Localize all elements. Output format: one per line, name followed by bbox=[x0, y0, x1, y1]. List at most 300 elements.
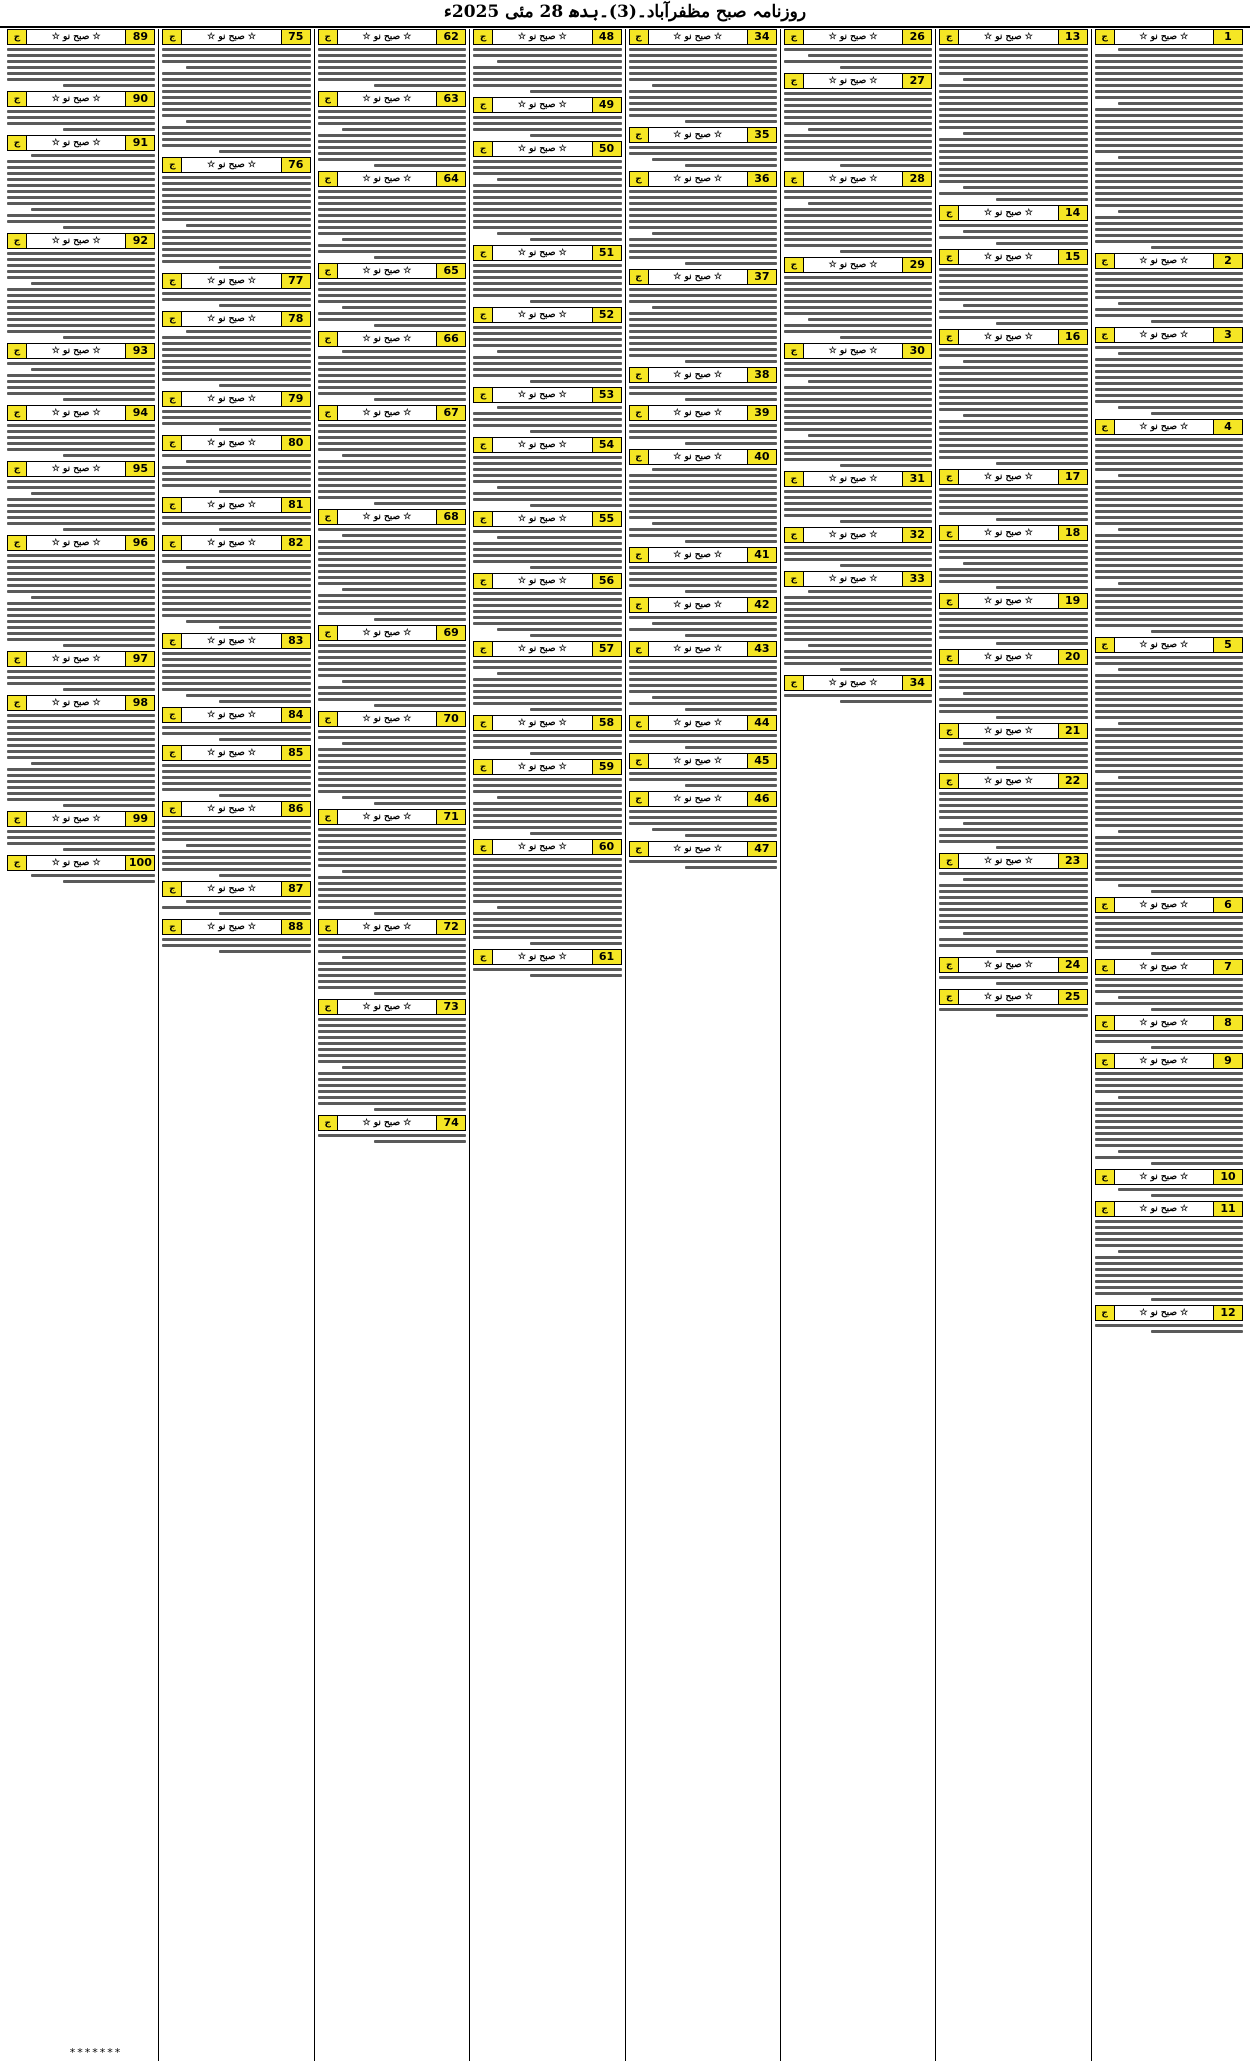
text-line bbox=[473, 356, 621, 359]
ad-text-block bbox=[1095, 47, 1243, 250]
text-line bbox=[473, 924, 621, 927]
ad-text-block bbox=[784, 361, 932, 468]
ad-column bbox=[780, 29, 935, 2061]
ad-text-block bbox=[7, 669, 155, 692]
ad-text-block bbox=[1095, 345, 1243, 416]
classified-ad bbox=[7, 651, 155, 692]
ad-text-block bbox=[7, 479, 155, 532]
text-line bbox=[996, 642, 1088, 645]
text-line bbox=[1095, 984, 1243, 987]
text-line bbox=[1095, 186, 1243, 189]
ad-brand-label: ☆ صبح نو ☆ bbox=[517, 842, 567, 852]
ad-header-bar bbox=[473, 715, 621, 731]
ad-header-bar bbox=[939, 329, 1087, 345]
text-line bbox=[7, 172, 155, 175]
text-line bbox=[939, 926, 1087, 929]
ad-number: 42 bbox=[747, 598, 776, 612]
text-line bbox=[1095, 1256, 1243, 1259]
text-line bbox=[808, 590, 933, 593]
ad-text-block bbox=[1095, 1323, 1243, 1334]
text-line bbox=[162, 868, 310, 871]
text-line bbox=[342, 680, 467, 683]
ad-badge: ج bbox=[8, 462, 27, 476]
text-line bbox=[629, 430, 777, 433]
ad-brand-label: ☆ صبح نو ☆ bbox=[362, 32, 412, 42]
text-line bbox=[318, 828, 466, 831]
ad-brand-label: ☆ صبح نو ☆ bbox=[517, 32, 567, 42]
text-line bbox=[784, 208, 932, 211]
text-line bbox=[939, 450, 1087, 453]
text-line bbox=[318, 392, 466, 395]
text-line bbox=[473, 864, 621, 867]
text-line bbox=[219, 874, 311, 877]
ad-text-block bbox=[939, 267, 1087, 326]
text-line bbox=[219, 304, 311, 307]
text-line bbox=[342, 454, 467, 457]
text-line bbox=[7, 744, 155, 747]
text-line bbox=[63, 336, 155, 339]
text-line bbox=[1118, 210, 1243, 213]
ad-badge: ج bbox=[8, 812, 27, 826]
ad-header-bar bbox=[473, 245, 621, 261]
ad-header-bar bbox=[784, 29, 932, 45]
ad-number: 22 bbox=[1058, 774, 1087, 788]
classified-ad bbox=[473, 245, 621, 304]
ad-brand-label: ☆ صبح نو ☆ bbox=[984, 596, 1033, 606]
text-line bbox=[1095, 240, 1243, 243]
ad-text-block bbox=[162, 553, 310, 630]
text-line bbox=[318, 736, 466, 739]
ad-badge: ج bbox=[8, 344, 27, 358]
text-line bbox=[473, 666, 621, 669]
ad-brand-label: ☆ صبح نو ☆ bbox=[984, 208, 1033, 218]
text-line bbox=[473, 160, 621, 163]
ad-header-bar bbox=[7, 135, 155, 151]
classified-ad bbox=[7, 855, 155, 884]
text-line bbox=[318, 208, 466, 211]
ad-text-block bbox=[318, 281, 466, 328]
ad-badge: ج bbox=[163, 274, 182, 288]
text-line bbox=[219, 700, 311, 703]
text-line bbox=[629, 152, 777, 155]
text-line bbox=[473, 468, 621, 471]
text-line bbox=[629, 572, 777, 575]
text-line bbox=[1118, 406, 1243, 409]
text-line bbox=[1095, 836, 1243, 839]
text-line bbox=[63, 398, 155, 401]
text-line bbox=[318, 472, 466, 475]
text-line bbox=[1095, 618, 1243, 621]
text-line bbox=[7, 270, 155, 273]
text-line bbox=[473, 734, 621, 737]
ad-brand-label: ☆ صبح نو ☆ bbox=[828, 260, 878, 270]
ad-header-bar bbox=[318, 809, 466, 825]
text-line bbox=[1095, 278, 1243, 281]
ad-number: 77 bbox=[281, 274, 310, 288]
classified-ad bbox=[1095, 29, 1243, 250]
text-line bbox=[318, 582, 466, 585]
text-line bbox=[318, 1042, 466, 1045]
ad-text-block bbox=[318, 189, 466, 260]
text-line bbox=[318, 380, 466, 383]
ad-header-bar bbox=[784, 675, 932, 691]
ad-brand-label: ☆ صبح نو ☆ bbox=[984, 992, 1033, 1002]
text-line bbox=[1095, 234, 1243, 237]
text-line bbox=[473, 264, 621, 267]
ad-header-bar bbox=[629, 597, 777, 613]
text-line bbox=[473, 900, 621, 903]
text-line bbox=[1118, 1150, 1243, 1153]
classified-ad bbox=[318, 711, 466, 806]
ad-brand-label: ☆ صبح نو ☆ bbox=[673, 644, 723, 654]
text-line bbox=[784, 410, 932, 413]
text-line bbox=[629, 342, 777, 345]
text-line bbox=[318, 546, 466, 549]
text-line bbox=[31, 208, 156, 211]
classified-ad bbox=[473, 29, 621, 94]
text-line bbox=[473, 918, 621, 921]
text-line bbox=[318, 864, 466, 867]
ad-text-block bbox=[629, 385, 777, 402]
ad-header-bar bbox=[1095, 1015, 1243, 1031]
ad-text-block bbox=[473, 857, 621, 946]
text-line bbox=[996, 198, 1088, 201]
text-line bbox=[1095, 216, 1243, 219]
text-line bbox=[318, 974, 466, 977]
ad-badge: ج bbox=[1096, 638, 1115, 652]
text-line bbox=[629, 146, 777, 149]
ad-number: 1 bbox=[1213, 30, 1242, 44]
ad-text-block bbox=[629, 565, 777, 594]
ad-badge: ج bbox=[319, 406, 338, 420]
ad-badge: ج bbox=[1096, 960, 1115, 974]
ad-badge: ج bbox=[8, 136, 27, 150]
text-line bbox=[685, 784, 777, 787]
classified-ad bbox=[318, 999, 466, 1112]
text-line bbox=[939, 432, 1087, 435]
ad-header-bar bbox=[162, 391, 310, 407]
text-line bbox=[7, 116, 155, 119]
text-line bbox=[7, 578, 155, 581]
text-line bbox=[473, 622, 621, 625]
classified-ad bbox=[629, 405, 777, 446]
text-line bbox=[1095, 990, 1243, 993]
text-line bbox=[939, 456, 1087, 459]
classified-ad bbox=[939, 723, 1087, 770]
classified-ad bbox=[1095, 1201, 1243, 1302]
text-line bbox=[162, 366, 310, 369]
text-line bbox=[1095, 174, 1243, 177]
ad-column bbox=[469, 29, 624, 2061]
classified-ad bbox=[629, 753, 777, 788]
text-line bbox=[629, 196, 777, 199]
text-line bbox=[318, 938, 466, 941]
classified-ad bbox=[162, 633, 310, 704]
text-line bbox=[939, 396, 1087, 399]
ad-column bbox=[158, 29, 313, 2061]
text-line bbox=[939, 420, 1087, 423]
text-line bbox=[939, 286, 1087, 289]
text-line bbox=[318, 226, 466, 229]
ad-header-bar bbox=[939, 773, 1087, 789]
text-line bbox=[7, 732, 155, 735]
text-line bbox=[939, 500, 1087, 503]
text-line bbox=[1095, 168, 1243, 171]
text-line bbox=[629, 244, 777, 247]
ad-brand-label: ☆ صبح نو ☆ bbox=[828, 474, 878, 484]
text-line bbox=[939, 574, 1087, 577]
text-line bbox=[318, 778, 466, 781]
text-line bbox=[1095, 150, 1243, 153]
ad-number: 44 bbox=[747, 716, 776, 730]
ad-header-bar bbox=[473, 573, 621, 589]
text-line bbox=[629, 102, 777, 105]
text-line bbox=[939, 710, 1087, 713]
text-line bbox=[318, 692, 466, 695]
ad-badge: ج bbox=[8, 234, 27, 248]
text-line bbox=[996, 766, 1088, 769]
ad-header-bar bbox=[473, 641, 621, 657]
text-line bbox=[7, 738, 155, 741]
ad-header-bar bbox=[7, 461, 155, 477]
ad-header-bar bbox=[7, 695, 155, 711]
text-line bbox=[530, 708, 622, 711]
text-line bbox=[1095, 1102, 1243, 1105]
text-line bbox=[963, 562, 1088, 565]
text-line bbox=[784, 650, 932, 653]
ad-brand-label: ☆ صبح نو ☆ bbox=[828, 76, 878, 86]
text-line bbox=[7, 436, 155, 439]
text-line bbox=[162, 454, 310, 457]
classified-ad bbox=[318, 405, 466, 506]
text-line bbox=[530, 504, 622, 507]
text-line bbox=[784, 362, 932, 365]
text-line bbox=[473, 122, 621, 125]
ad-brand-label: ☆ صبح نو ☆ bbox=[984, 776, 1033, 786]
text-line bbox=[840, 464, 932, 467]
ad-badge: ج bbox=[474, 950, 493, 964]
ad-header-bar bbox=[162, 633, 310, 649]
text-line bbox=[1095, 698, 1243, 701]
text-line bbox=[318, 116, 466, 119]
text-line bbox=[342, 306, 467, 309]
text-line bbox=[784, 404, 932, 407]
text-line bbox=[939, 438, 1087, 441]
classified-ad bbox=[473, 97, 621, 138]
ad-badge: ج bbox=[940, 330, 959, 344]
text-line bbox=[374, 1108, 466, 1111]
text-line bbox=[629, 114, 777, 117]
ad-brand-label: ☆ صبح نو ☆ bbox=[362, 812, 412, 822]
text-line bbox=[939, 54, 1087, 57]
text-line bbox=[318, 1036, 466, 1039]
ad-number: 45 bbox=[747, 754, 776, 768]
text-line bbox=[629, 96, 777, 99]
text-line bbox=[318, 1018, 466, 1021]
ad-text-block bbox=[629, 615, 777, 638]
text-line bbox=[318, 968, 466, 971]
text-line bbox=[685, 634, 777, 637]
text-line bbox=[1151, 1298, 1243, 1301]
classified-ad bbox=[7, 811, 155, 852]
classified-ad bbox=[939, 525, 1087, 590]
ad-badge: ج bbox=[785, 344, 804, 358]
text-line bbox=[784, 312, 932, 315]
text-line bbox=[963, 692, 1088, 695]
text-line bbox=[939, 444, 1087, 447]
text-line bbox=[7, 220, 155, 223]
text-line bbox=[374, 992, 466, 995]
ad-header-bar bbox=[162, 881, 310, 897]
text-line bbox=[629, 566, 777, 569]
text-line bbox=[162, 682, 310, 685]
text-line bbox=[473, 888, 621, 891]
text-line bbox=[7, 374, 155, 377]
ad-header-bar bbox=[7, 91, 155, 107]
text-line bbox=[1095, 516, 1243, 519]
ad-header-bar bbox=[162, 29, 310, 45]
text-line bbox=[629, 492, 777, 495]
text-line bbox=[629, 578, 777, 581]
classified-ad bbox=[162, 745, 310, 798]
text-line bbox=[1095, 162, 1243, 165]
text-line bbox=[1151, 1330, 1243, 1333]
text-line bbox=[318, 606, 466, 609]
ad-number: 50 bbox=[592, 142, 621, 156]
text-line bbox=[342, 238, 467, 241]
ad-badge: ج bbox=[8, 92, 27, 106]
text-line bbox=[1095, 1114, 1243, 1117]
classified-ad bbox=[318, 919, 466, 996]
text-line bbox=[7, 306, 155, 309]
text-line bbox=[629, 202, 777, 205]
text-line bbox=[473, 374, 621, 377]
ad-brand-label: ☆ صبح نو ☆ bbox=[517, 644, 567, 654]
classified-ad bbox=[473, 307, 621, 384]
text-line bbox=[629, 436, 777, 439]
text-line bbox=[939, 310, 1087, 313]
classified-ad bbox=[784, 571, 932, 672]
classified-ad bbox=[629, 29, 777, 124]
classified-ad bbox=[7, 91, 155, 132]
text-line bbox=[939, 754, 1087, 757]
text-line bbox=[63, 644, 155, 647]
text-line bbox=[939, 168, 1087, 171]
text-line bbox=[784, 620, 932, 623]
text-line bbox=[1118, 722, 1243, 725]
text-line bbox=[318, 962, 466, 965]
text-line bbox=[162, 292, 310, 295]
text-line bbox=[318, 1090, 466, 1093]
ad-text-block bbox=[473, 263, 621, 304]
ad-brand-label: ☆ صبح نو ☆ bbox=[517, 576, 567, 586]
ad-number: 41 bbox=[747, 548, 776, 562]
ad-brand-label: ☆ صبح نو ☆ bbox=[828, 174, 878, 184]
ad-number: 95 bbox=[125, 462, 154, 476]
text-line bbox=[7, 590, 155, 593]
text-line bbox=[629, 810, 777, 813]
text-line bbox=[939, 224, 1087, 227]
text-line bbox=[840, 668, 932, 671]
text-line bbox=[7, 202, 155, 205]
text-line bbox=[939, 292, 1087, 295]
text-line bbox=[1151, 320, 1243, 323]
text-line bbox=[7, 486, 155, 489]
text-line bbox=[318, 1024, 466, 1027]
ad-number: 75 bbox=[281, 30, 310, 44]
text-line bbox=[939, 816, 1087, 819]
text-line bbox=[629, 778, 777, 781]
text-line bbox=[162, 466, 310, 469]
ad-number: 96 bbox=[125, 536, 154, 550]
text-line bbox=[1095, 468, 1243, 471]
text-line bbox=[318, 766, 466, 769]
text-line bbox=[318, 1078, 466, 1081]
text-line bbox=[784, 422, 932, 425]
ad-number: 39 bbox=[747, 406, 776, 420]
ad-number: 24 bbox=[1058, 958, 1087, 972]
text-line bbox=[1095, 812, 1243, 815]
text-line bbox=[31, 596, 156, 599]
text-line bbox=[808, 202, 933, 205]
ad-badge: ج bbox=[940, 250, 959, 264]
text-line bbox=[629, 740, 777, 743]
ad-badge: ج bbox=[630, 368, 649, 382]
text-line bbox=[318, 888, 466, 891]
text-line bbox=[497, 628, 622, 631]
ad-number: 23 bbox=[1058, 854, 1087, 868]
ad-number: 65 bbox=[436, 264, 465, 278]
ad-number: 12 bbox=[1213, 1306, 1242, 1320]
text-line bbox=[629, 238, 777, 241]
classified-ad bbox=[7, 461, 155, 532]
ad-brand-label: ☆ صبح نو ☆ bbox=[1139, 32, 1189, 42]
text-line bbox=[784, 134, 932, 137]
ad-header-bar bbox=[7, 233, 155, 249]
text-line bbox=[7, 632, 155, 635]
text-line bbox=[629, 190, 777, 193]
ad-number: 98 bbox=[125, 696, 154, 710]
text-line bbox=[473, 202, 621, 205]
ad-brand-label: ☆ صبح نو ☆ bbox=[51, 464, 101, 474]
text-line bbox=[629, 288, 777, 291]
text-line bbox=[784, 190, 932, 193]
text-line bbox=[939, 90, 1087, 93]
text-line bbox=[939, 268, 1087, 271]
text-line bbox=[629, 386, 777, 389]
ad-brand-label: ☆ صبح نو ☆ bbox=[984, 856, 1033, 866]
text-line bbox=[784, 398, 932, 401]
ad-brand-label: ☆ صبح نو ☆ bbox=[1139, 256, 1189, 266]
text-line bbox=[342, 870, 467, 873]
ad-header-bar bbox=[629, 29, 777, 45]
text-line bbox=[7, 300, 155, 303]
text-line bbox=[629, 66, 777, 69]
ad-brand-label: ☆ صبح نو ☆ bbox=[362, 628, 412, 638]
text-line bbox=[318, 784, 466, 787]
text-line bbox=[162, 248, 310, 251]
text-line bbox=[1095, 692, 1243, 695]
text-line bbox=[1095, 1144, 1243, 1147]
text-line bbox=[318, 72, 466, 75]
ad-text-block bbox=[784, 47, 932, 70]
text-line bbox=[1095, 656, 1243, 659]
ad-brand-label: ☆ صبح نو ☆ bbox=[51, 538, 101, 548]
ad-number: 94 bbox=[125, 406, 154, 420]
text-line bbox=[939, 144, 1087, 147]
ad-number: 71 bbox=[436, 810, 465, 824]
text-line bbox=[1095, 84, 1243, 87]
